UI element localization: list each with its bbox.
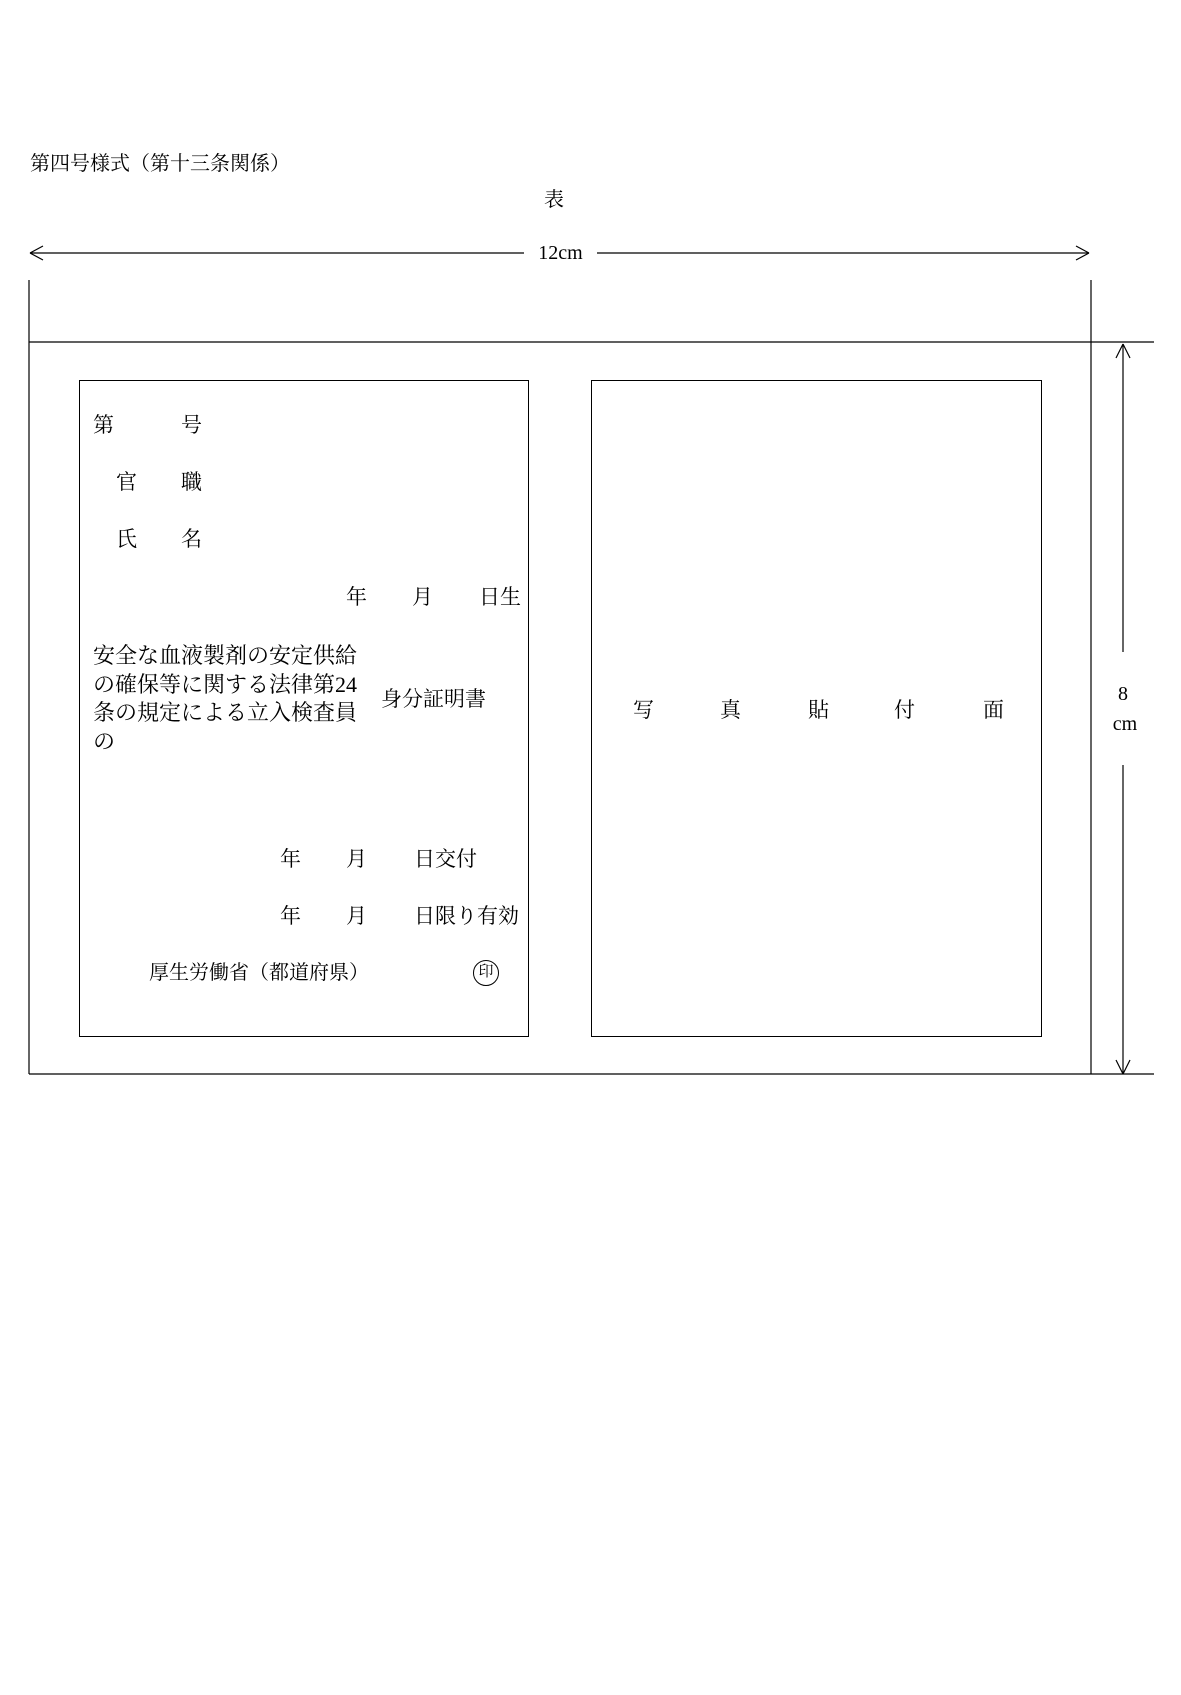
- height-arrowhead-bottom-right: [1123, 1060, 1130, 1074]
- id-card-front: [79, 380, 529, 1037]
- photo-label-char-1: 写: [633, 698, 654, 722]
- height-arrowhead-top-right: [1123, 344, 1130, 358]
- side-label: 表: [544, 189, 564, 211]
- issue-date-year: 年: [280, 847, 301, 871]
- birth-date-year: 年: [346, 585, 367, 609]
- height-arrowhead-bottom-left: [1116, 1060, 1123, 1074]
- width-dimension-label: 12cm: [538, 242, 583, 264]
- authority-line-3: 条の規定による立入検査員: [93, 700, 358, 725]
- height-dimension-unit: cm: [1112, 713, 1138, 735]
- name-label-1: 氏: [116, 527, 137, 551]
- photo-area: [591, 380, 1042, 1037]
- number-suffix: 号: [181, 413, 202, 437]
- issue-date-day: 日交付: [414, 847, 477, 871]
- authority-statement: [93, 642, 357, 756]
- photo-label-char-4: 付: [894, 698, 915, 722]
- expiry-date-month: 月: [346, 904, 367, 928]
- name-label-2: 名: [181, 527, 202, 551]
- width-arrowhead-right-lower: [1076, 253, 1089, 260]
- document-title: 身分証明書: [381, 687, 486, 711]
- authority-line-2: の確保等に関する法律第24: [93, 671, 358, 697]
- authority-line-4: の: [93, 728, 116, 754]
- width-arrowhead-left-upper: [30, 246, 43, 253]
- photo-label-char-3: 貼: [808, 698, 829, 722]
- issue-date-month: 月: [346, 847, 367, 871]
- width-arrowhead-right-upper: [1076, 246, 1089, 253]
- expiry-date-day: 日限り有効: [414, 904, 519, 928]
- official-position-label-1: 官: [116, 470, 137, 494]
- authority-line-1: 安全な血液製剤の安定供給: [93, 643, 358, 668]
- official-position-label-2: 職: [181, 470, 202, 494]
- photo-label-char-2: 真: [720, 698, 741, 722]
- issuer: 厚生労働省（都道府県）: [149, 962, 369, 984]
- expiry-date-year: 年: [280, 904, 301, 928]
- height-dimension-number: 8: [1118, 683, 1128, 705]
- birth-date-day: 日生: [479, 585, 521, 609]
- form-title: 第四号様式（第十三条関係）: [30, 153, 290, 175]
- birth-date-month: 月: [412, 585, 433, 609]
- height-arrowhead-top-left: [1116, 344, 1123, 358]
- photo-label-char-5: 面: [983, 698, 1004, 722]
- number-prefix: 第: [93, 413, 114, 437]
- width-arrowhead-left-lower: [30, 253, 43, 260]
- seal-mark: 印: [473, 960, 499, 986]
